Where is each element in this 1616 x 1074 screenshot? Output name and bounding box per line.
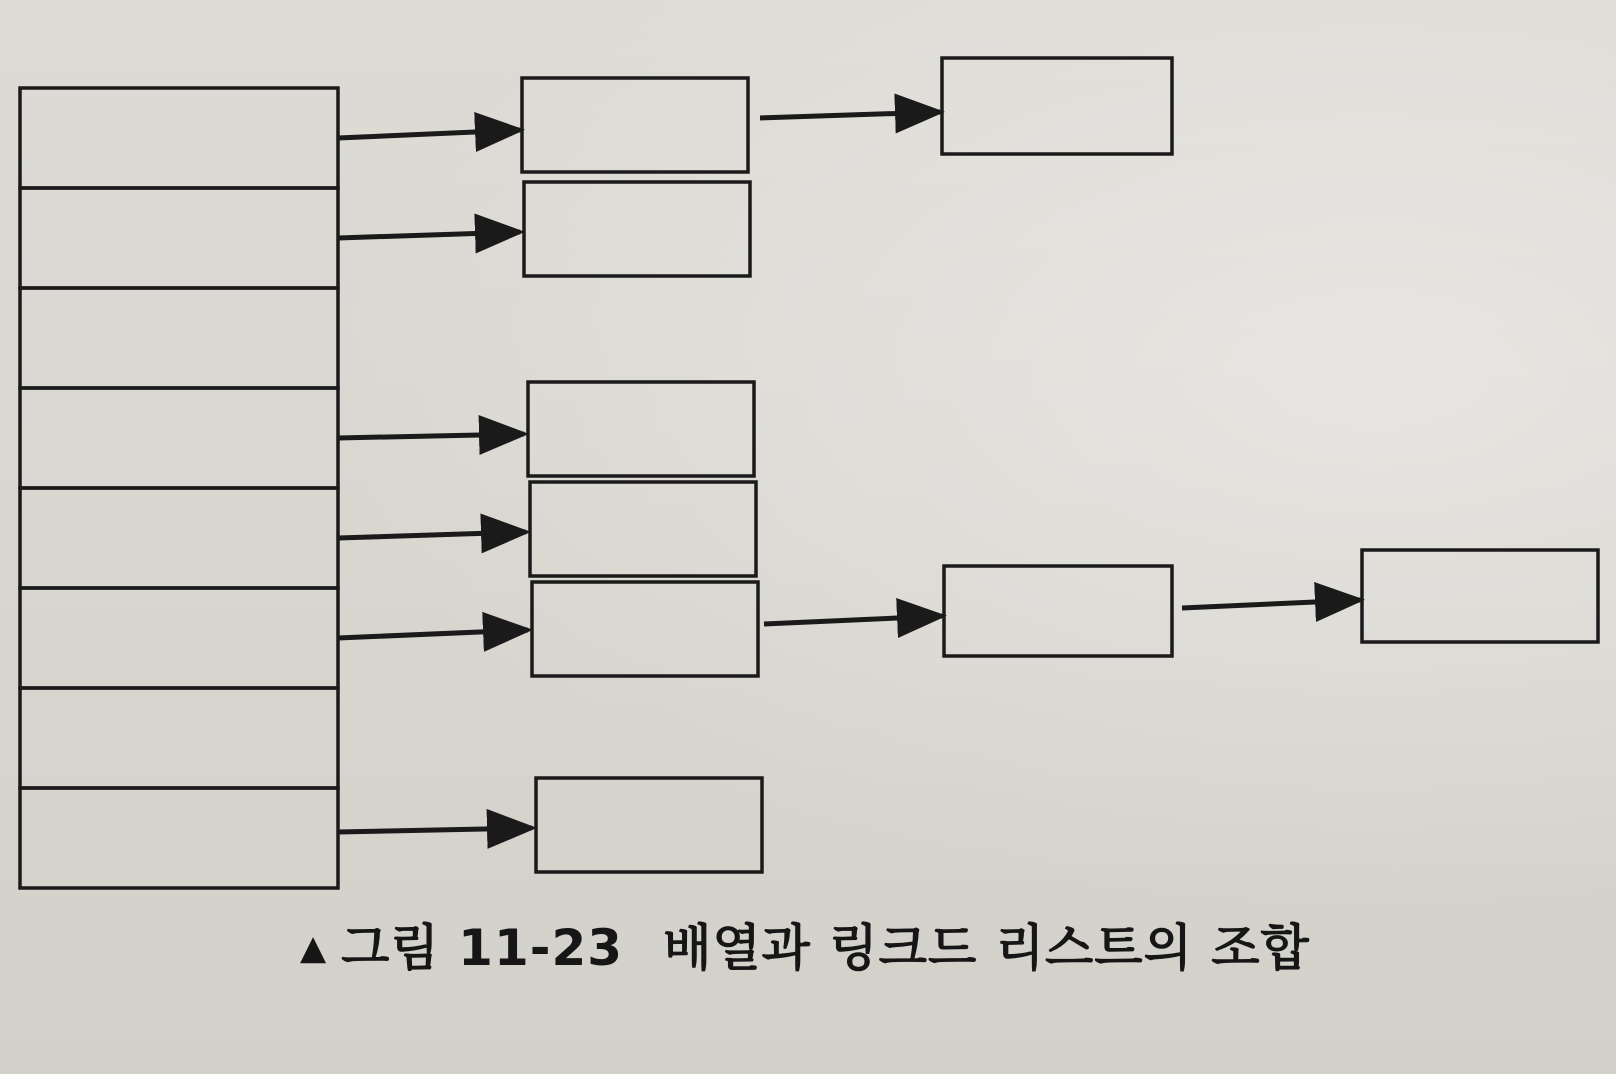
list-node [1362,550,1598,642]
figure-title: 배열과 링크드 리스트의 조합 [663,919,1310,977]
array-slot [20,788,338,888]
list-node [536,778,762,872]
figure-number: 그림 11-23 [341,919,624,977]
list-node [530,482,756,576]
next-arrow [760,112,940,118]
array-slot [20,288,338,388]
list-node [524,182,750,276]
list-node [942,58,1172,154]
pointer-arrow [338,130,520,138]
pointer-arrow [338,630,528,638]
array-slot [20,488,338,588]
array-slot [20,588,338,688]
array-table [20,88,338,888]
list-node [528,382,754,476]
triangle-icon: ▲ [300,928,328,968]
list-node [522,78,748,172]
array-slot [20,88,338,188]
array-slot [20,388,338,488]
pointer-arrow [338,434,524,438]
pointer-arrow [338,828,532,832]
figure-caption [300,908,1310,980]
array-slot [20,688,338,788]
pointer-arrow [338,232,520,238]
next-arrow [1182,600,1360,608]
pointer-arrow [338,532,526,538]
list-node [944,566,1172,656]
list-node [532,582,758,676]
next-arrow [764,616,942,624]
array-slot [20,188,338,288]
